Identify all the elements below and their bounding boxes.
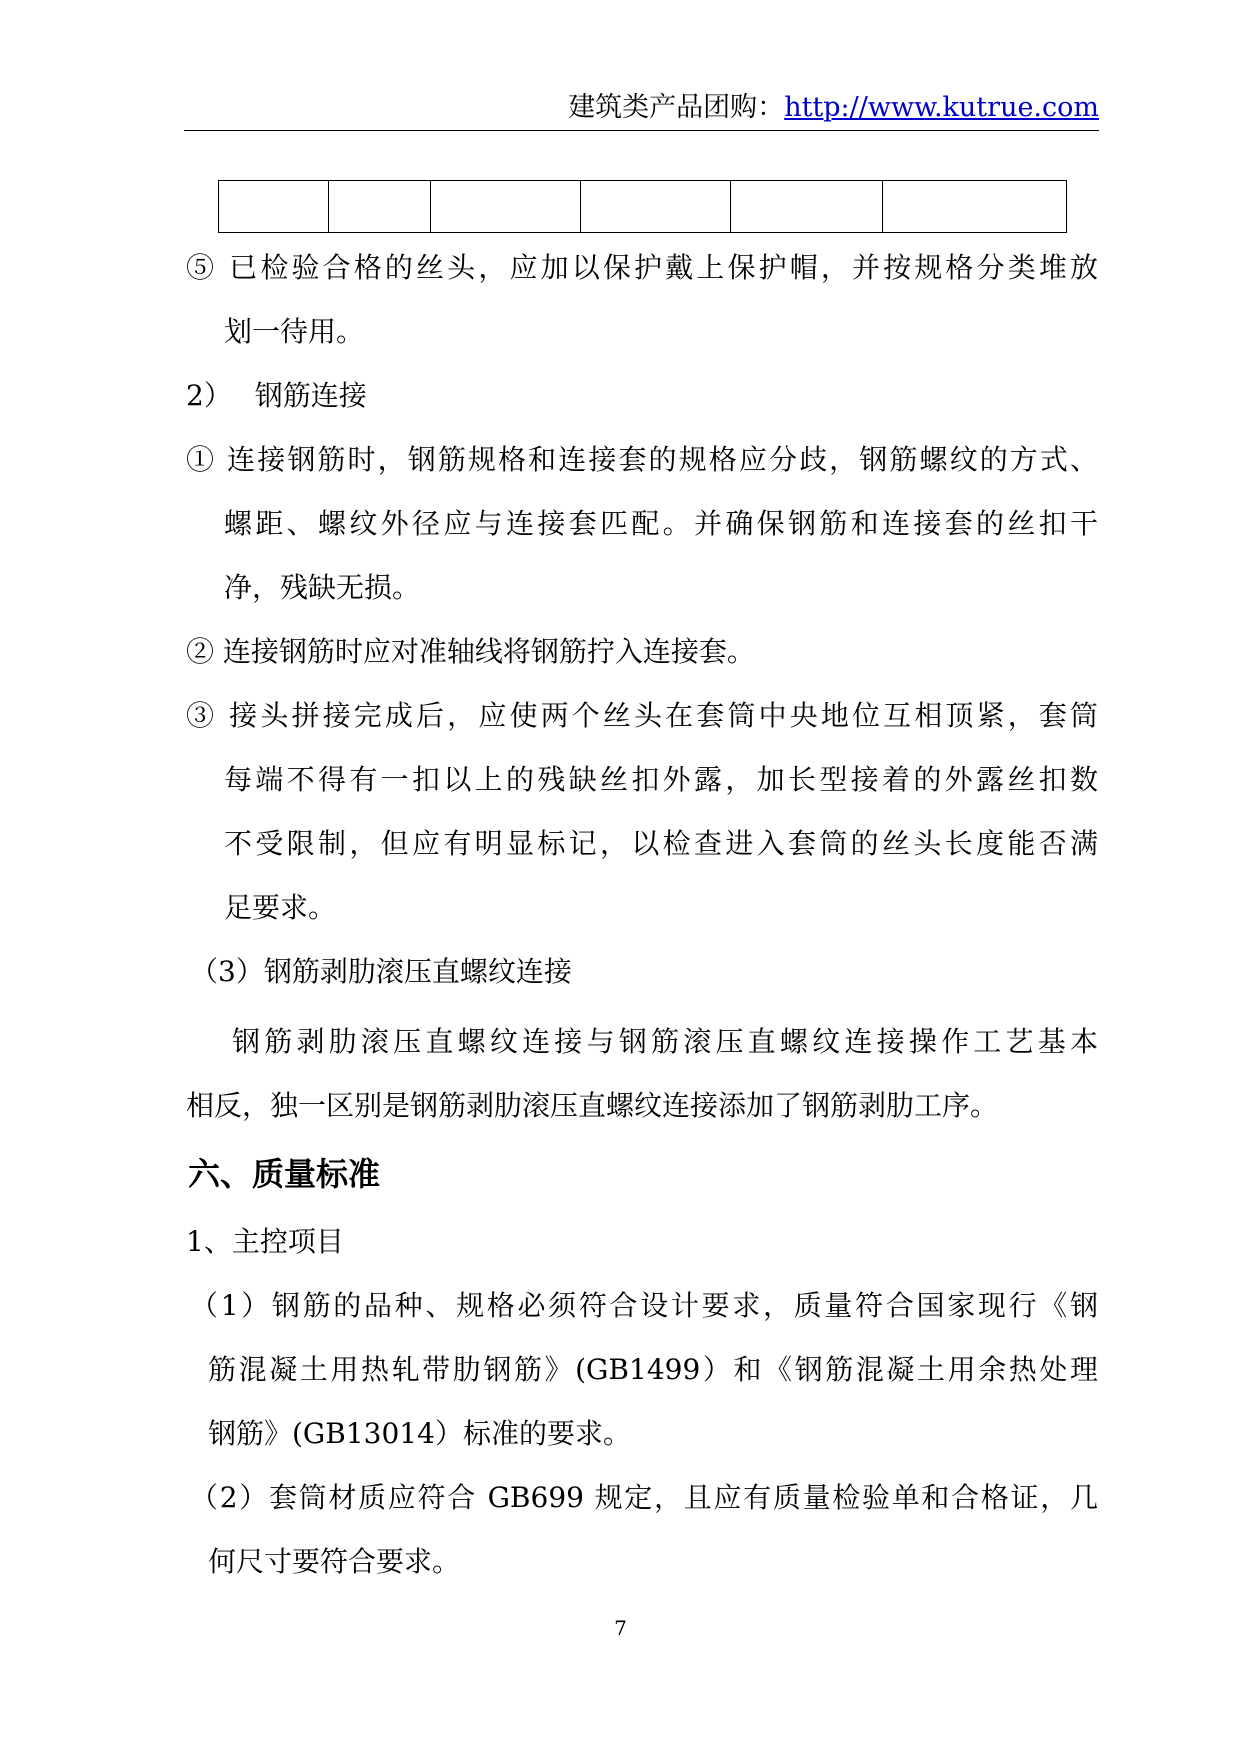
header-rule	[184, 130, 1099, 131]
paragraph-line: 划一待用。	[224, 315, 365, 348]
table-cell	[883, 181, 1067, 233]
paragraph-line: ① 连接钢筋时，钢筋规格和连接套的规格应分歧，钢筋螺纹的方式、	[186, 443, 1098, 476]
paragraph-line: 钢筋剥肋滚压直螺纹连接与钢筋滚压直螺纹连接操作工艺基本	[232, 1025, 1098, 1058]
paragraph-line: 何尺寸要符合要求。	[208, 1545, 461, 1578]
header-label: 建筑类产品团购：	[568, 92, 785, 123]
table-cell	[581, 181, 731, 233]
subsection-title: 1、主控项目	[186, 1225, 344, 1258]
paragraph-line: 螺距、螺纹外径应与连接套匹配。并确保钢筋和连接套的丝扣干	[224, 507, 1098, 540]
paragraph-line: ③ 接头拼接完成后，应使两个丝头在套筒中央地位互相顶紧，套筒	[186, 699, 1098, 732]
paragraph-line: 每端不得有一扣以上的残缺丝扣外露，加长型接着的外露丝扣数	[224, 763, 1098, 796]
paragraph-line: （1）钢筋的品种、规格必须符合设计要求，质量符合国家现行《钢	[190, 1289, 1098, 1322]
section-heading: 六、质量标准	[188, 1155, 381, 1193]
table-row	[219, 181, 1067, 233]
page-header	[184, 88, 1099, 128]
paragraph-line: 相反，独一区别是钢筋剥肋滚压直螺纹连接添加了钢筋剥肋工序。	[186, 1089, 999, 1122]
paragraph-line: 不受限制，但应有明显标记，以检查进入套筒的丝头长度能否满	[224, 827, 1098, 860]
subsection-title: （3）钢筋剥肋滚压直螺纹连接	[190, 955, 572, 988]
header-link[interactable]: http://www.kutrue.com	[784, 92, 1099, 123]
paragraph-line: （2）套筒材质应符合 GB699 规定，且应有质量检验单和合格证，几	[190, 1481, 1098, 1514]
paragraph-line: 筋混凝土用热轧带肋钢筋》(GB1499）和《钢筋混凝土用余热处理	[208, 1353, 1098, 1386]
table-cell	[219, 181, 329, 233]
paragraph-line: ⑤ 已检验合格的丝头，应加以保护戴上保护帽，并按规格分类堆放	[186, 251, 1098, 284]
table-cell	[731, 181, 883, 233]
subsection-title: 2） 钢筋连接	[186, 379, 367, 412]
paragraph-line: ② 连接钢筋时应对准轴线将钢筋拧入连接套。	[186, 635, 755, 668]
paragraph-line: 钢筋》(GB13014）标准的要求。	[208, 1417, 631, 1450]
empty-table	[218, 180, 1067, 233]
paragraph-line: 足要求。	[224, 891, 337, 924]
page-number: 7	[614, 1616, 627, 1640]
table-cell	[431, 181, 581, 233]
paragraph-line: 净，残缺无损。	[224, 571, 421, 604]
table-cell	[329, 181, 431, 233]
